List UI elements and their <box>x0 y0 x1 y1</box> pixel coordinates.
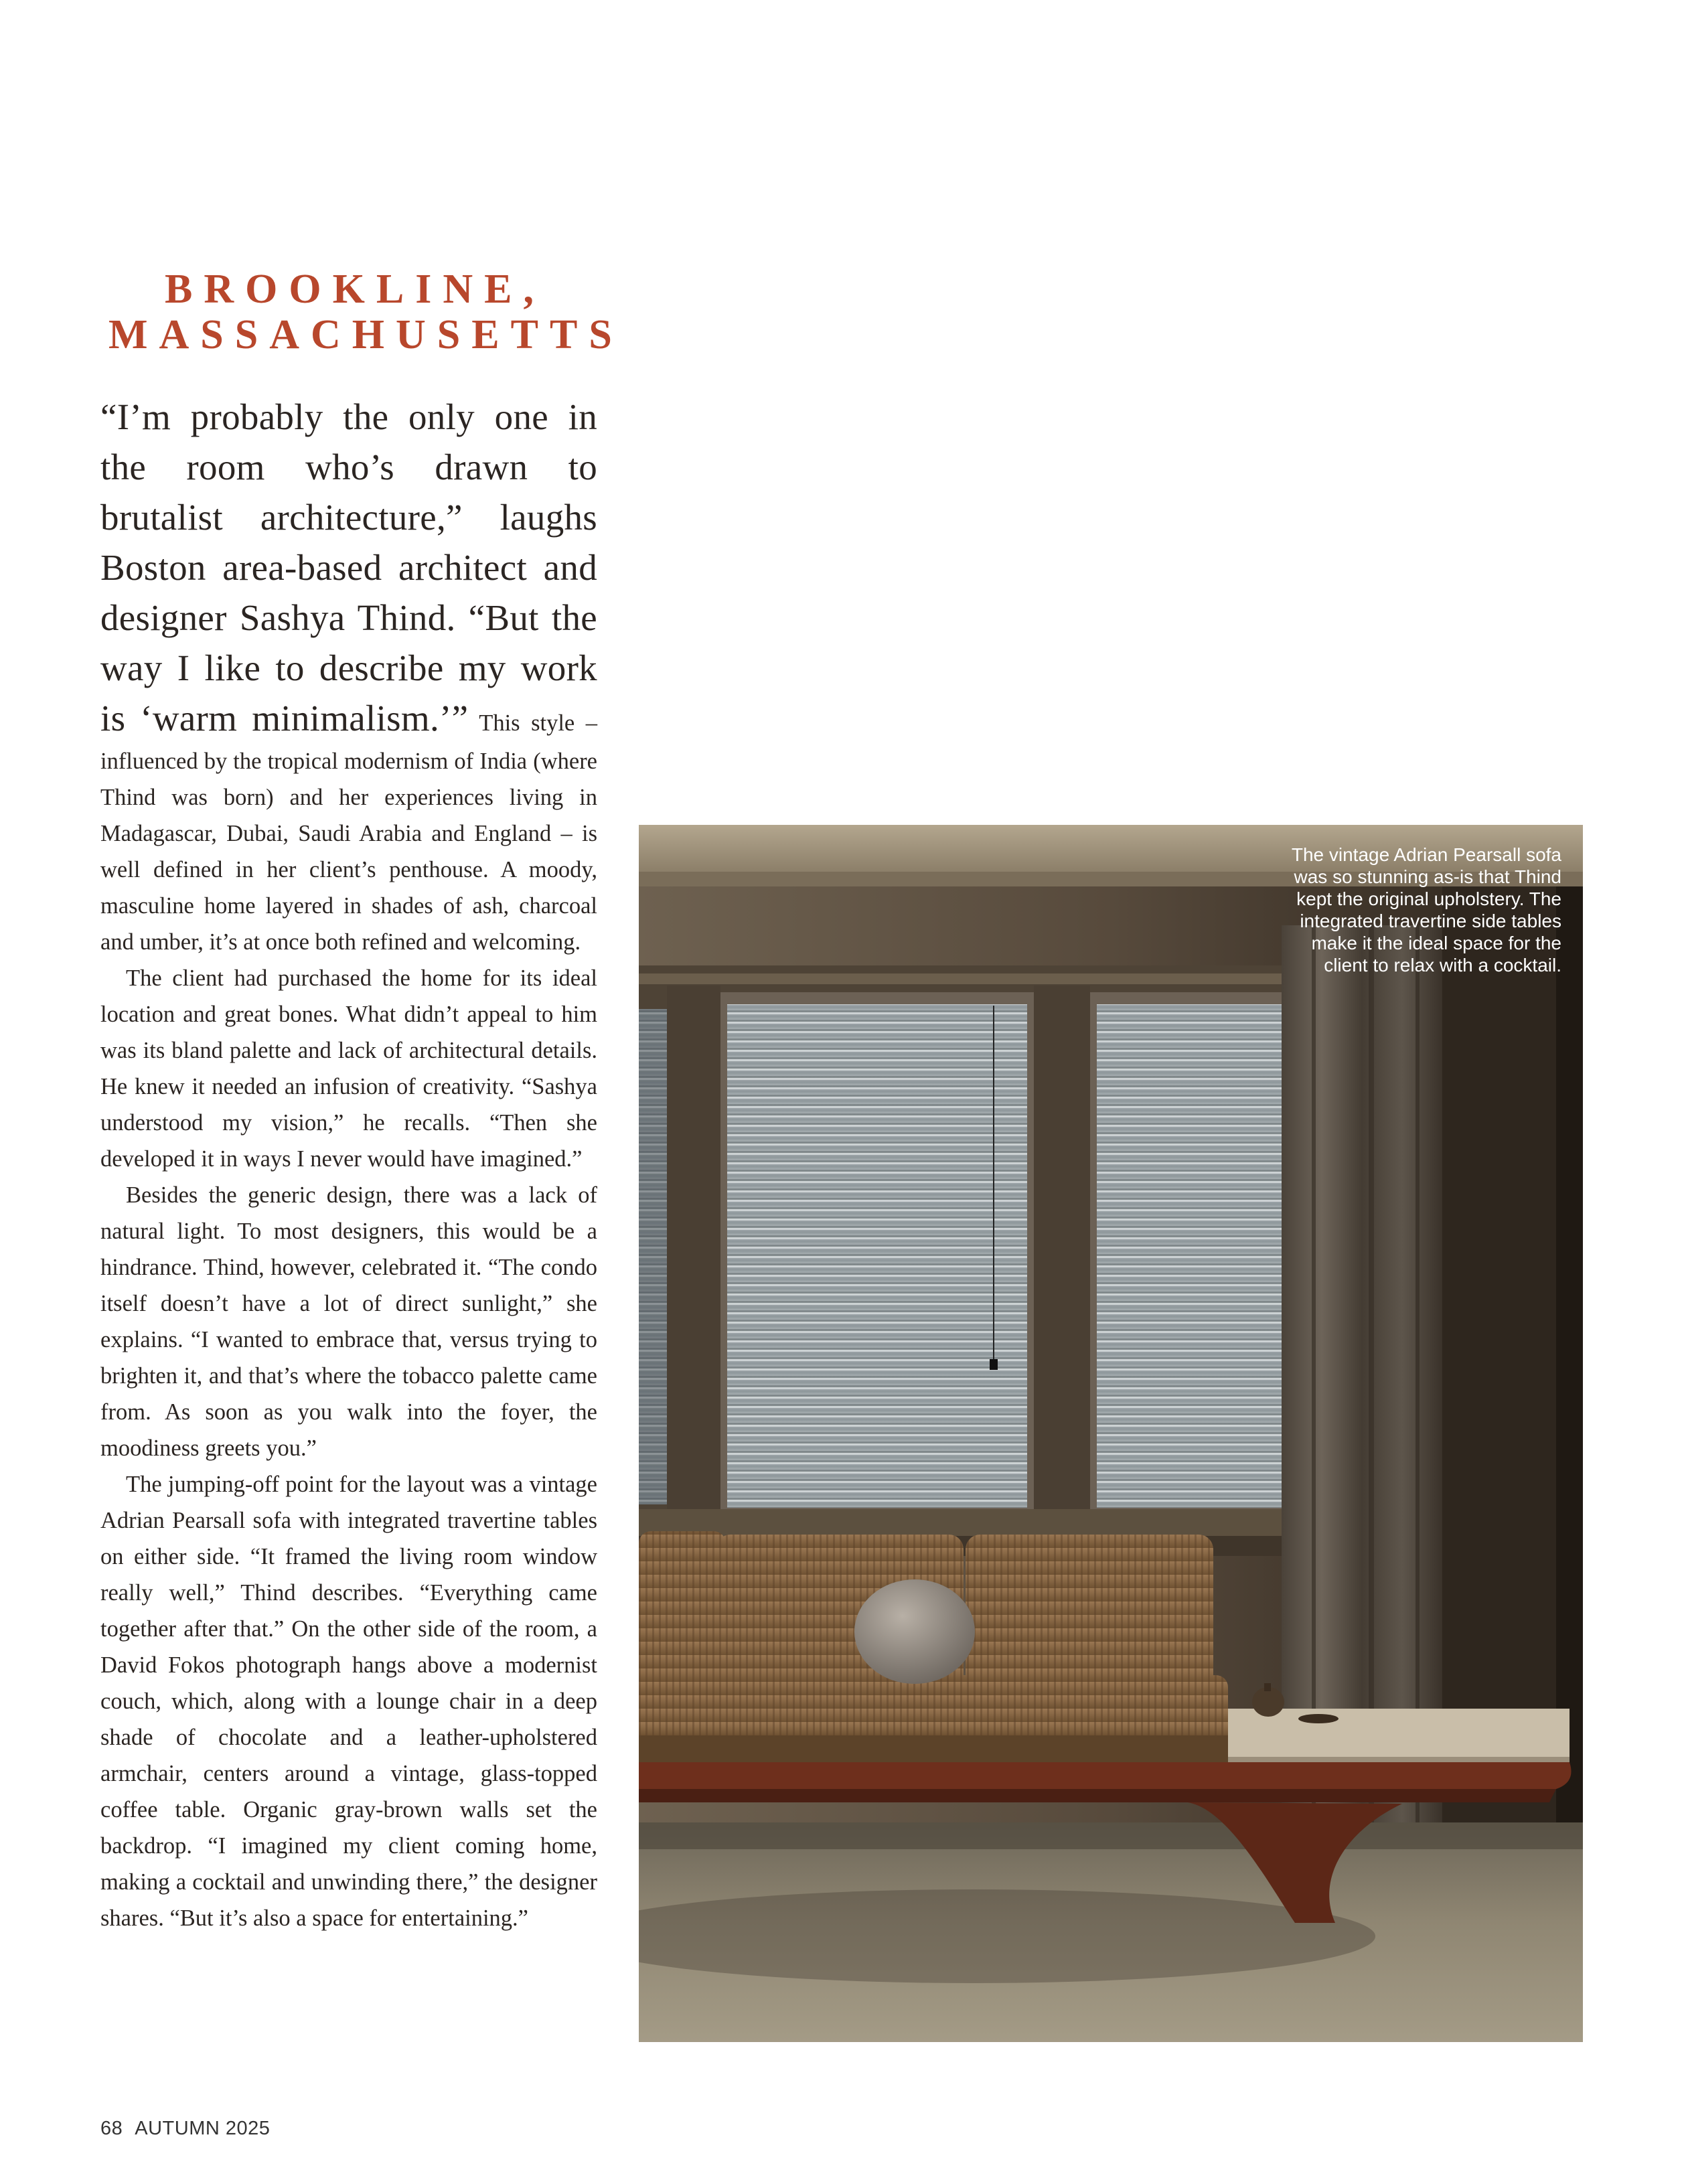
location-heading-line-1: BROOKLINE, <box>165 266 545 312</box>
page-footer <box>100 2118 270 2140</box>
living-room-illustration <box>639 825 1583 2042</box>
issue-label: AUTUMN 2025 <box>135 2118 271 2139</box>
lede-quote: “I’m probably the only one in the room who’s drawn to brutalist architecture,” laughs Boston area-based architect and designer Sashya Thind. “But the way I like to describe my work is ‘warm minimalism.’” <box>100 396 597 738</box>
article-paragraph-1 <box>100 392 597 960</box>
living-room-photo <box>639 825 1583 2042</box>
article-paragraph-2: The client had purchased the home for its ideal location and great bones. What didn’t appeal to him was its bland palette and lack of architectural details. He knew it needed an infusion of creativity. “Sashya understood my vision,” he recalls. “Then she developed it in ways I never would have imagined.” <box>100 965 597 1172</box>
article-paragraph-4: The jumping-off point for the layout was a vintage Adrian Pearsall sofa with integrated travertine tables on either side. “It framed the living room window really well,” Thind describes. “Everything came together after that.” On the other side of the room, a David Fokos photograph hangs above a modernist couch, which, along with a lounge chair in a deep shade of chocolate and a leather-upholstered armchair, centers around a vintage, glass-topped coffee table. Organic gray-brown walls set the backdrop. “I imagined my client coming home, making a cocktail and unwinding there,” the designer shares. “But it’s also a space for entertaining.” <box>100 1472 597 1931</box>
location-heading <box>100 266 623 358</box>
photo-caption: The vintage Adrian Pearsall sofa was so stunning as-is that Thind kept the original upholstery. The integrated travertine side tables make it the ideal space for the client to relax with a cocktail. <box>1291 844 1561 976</box>
paragraph-1-continuation: This style – influenced by the tropical modernism of India (where Thind was born) and her experiences living in Madagascar, Dubai, Saudi Arabia and England – is well defined in her client’s penthouse. A moody, masculine home layered in shades of ash, charcoal and umber, it’s at once both refined and welcoming. <box>100 710 597 955</box>
page-number: 68 <box>100 2118 123 2139</box>
article-paragraph-3: Besides the generic design, there was a lack of natural light. To most designers, this would be a hindrance. Thind, however, celebrated it. “The condo itself doesn’t have a lot of direct sunlight,” she explains. “I wanted to embrace that, versus trying to brighten it, and that’s where the tobacco palette came from. As soon as you walk into the foyer, the moodiness greets you.” <box>100 1182 597 1461</box>
article-body <box>100 392 597 1936</box>
location-heading-line-2: MASSACHUSETTS <box>108 312 623 358</box>
